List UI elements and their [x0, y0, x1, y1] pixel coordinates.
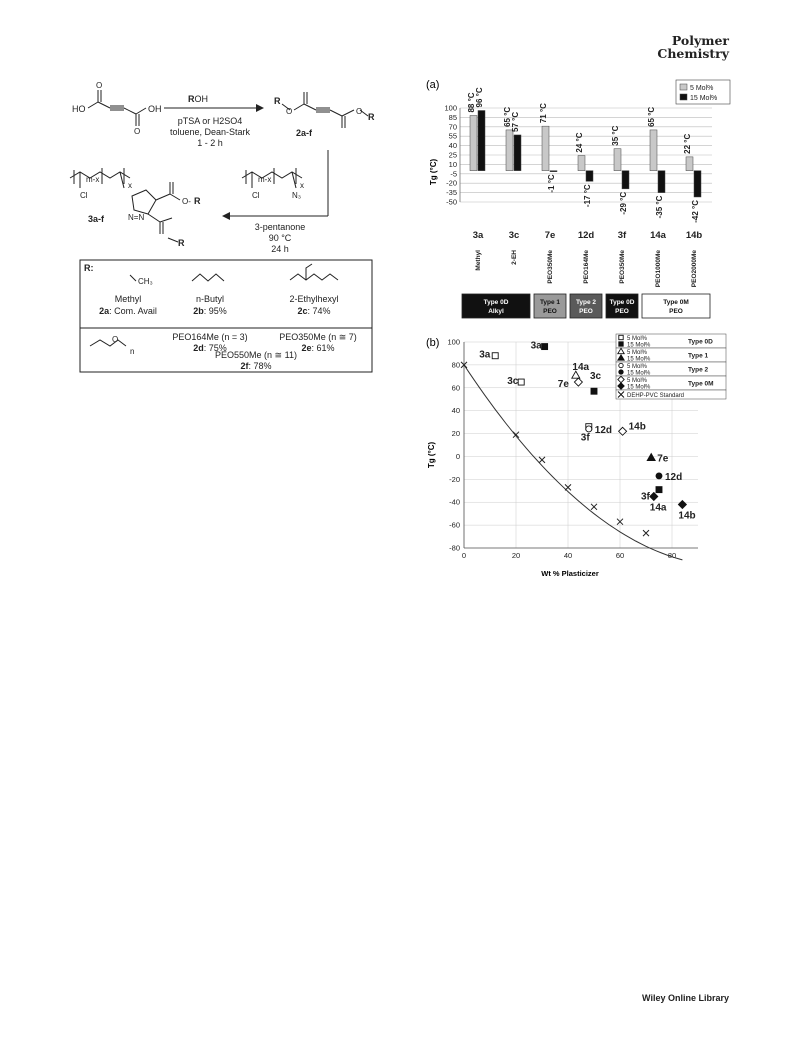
square-marker	[518, 379, 524, 385]
peo-name: PEO550Me (n ≅ 11)	[215, 350, 297, 360]
square-marker	[619, 335, 623, 339]
x-tick-label: 20	[511, 551, 521, 560]
bar-value-label: 65 °C	[647, 106, 656, 127]
triazole-x: x	[128, 181, 132, 190]
point-label: 3a	[479, 349, 491, 361]
reactant-o-top: O	[96, 81, 103, 90]
diamond-marker	[650, 493, 658, 501]
group-sublabel: PEO	[543, 308, 557, 315]
legend-label: 15 Mol%	[627, 384, 651, 391]
legend-type: Type 0D	[688, 338, 713, 346]
azide-m-x: m-x	[258, 175, 272, 184]
diamond-marker	[678, 501, 686, 509]
square-marker	[542, 344, 548, 350]
bar-value-label: -17 °C	[583, 184, 592, 208]
legend	[616, 334, 726, 399]
legend-type: Type 2	[688, 366, 709, 374]
triazole-product-label: 3a-f	[88, 214, 105, 224]
journal-name-line2: Chemistry	[657, 46, 729, 61]
category-sublabel: 2-EH	[511, 250, 518, 265]
bar-value-label: 24 °C	[575, 132, 584, 153]
bar	[578, 156, 585, 171]
synthesis-scheme	[60, 70, 380, 375]
group-boxes	[462, 294, 710, 318]
category-label: 7e	[544, 230, 556, 241]
bar-value-label: -42 °C	[691, 199, 700, 223]
reactant-o-bottom: O	[134, 127, 141, 136]
bar	[470, 116, 477, 171]
legend-label: 5 Mol%	[627, 350, 648, 356]
circle-marker	[619, 363, 623, 367]
ester-r-right: R	[368, 112, 375, 122]
point-label: 12d	[665, 471, 683, 483]
bar-value-label: -29 °C	[619, 191, 628, 215]
ester-o-right: O	[356, 107, 363, 116]
y-tick-label: -35	[446, 188, 457, 198]
square-marker	[619, 342, 623, 346]
bar	[686, 157, 693, 171]
bar	[478, 111, 485, 171]
step1-solvent: toluene, Dean-Stark	[169, 127, 251, 137]
step2-time: 24 h	[271, 244, 289, 254]
y-tick-label: -60	[449, 520, 460, 530]
y-tick-label: 10	[448, 159, 457, 169]
bar	[586, 171, 593, 182]
standard-marker	[539, 457, 545, 463]
category-label: 3f	[617, 230, 627, 241]
point-label: 3f	[641, 491, 650, 503]
legend-swatch	[680, 84, 687, 90]
point-label: 3a	[530, 340, 542, 352]
category-sublabel: Methyl	[475, 250, 482, 271]
group-label: Type 0D	[609, 299, 635, 306]
y-tick-label: 0	[455, 451, 460, 461]
square-marker	[656, 487, 662, 493]
x-axis-label: Wt % Plasticizer	[541, 569, 599, 578]
step1-time: 1 - 2 h	[197, 138, 223, 148]
group-sublabel: PEO	[669, 308, 683, 315]
step2-solvent: 3-pentanone	[254, 222, 306, 232]
bar-value-label: -35 °C	[655, 195, 664, 219]
azide-x: x	[300, 181, 304, 190]
scatter-chart-tg	[420, 330, 740, 580]
azide-n3: N₃	[292, 191, 302, 200]
group-label: Type 0M	[663, 299, 689, 306]
point-label: 14a	[649, 502, 667, 514]
triangle-marker	[647, 454, 655, 461]
point-label: 7e	[657, 453, 669, 465]
bar	[506, 130, 513, 171]
reactant-oh-label: OH	[148, 104, 162, 114]
substituent-yield: 2c: 74%	[297, 306, 331, 316]
category-labels	[473, 230, 703, 241]
point-label: 12d	[594, 424, 613, 436]
category-label: 14b	[685, 230, 703, 241]
circle-marker	[619, 370, 623, 374]
y-axis-label: Tg (°C)	[427, 441, 436, 469]
category-sublabel: PEO164Me	[583, 250, 590, 284]
bar	[650, 130, 657, 171]
peo-yield: 2d: 75%	[193, 343, 227, 353]
triazole-cl: Cl	[80, 191, 88, 200]
point-label: 3c	[507, 376, 519, 388]
y-tick-label: -20	[449, 474, 460, 484]
category-label: 14a	[650, 230, 666, 241]
legend	[676, 80, 730, 104]
y-tick-label: -20	[446, 178, 457, 188]
substituent-name: Methyl	[114, 294, 142, 304]
category-sublabel: PEO350Me	[619, 250, 626, 284]
category-sublabel: PEO350Me	[547, 250, 554, 284]
triazole-m-x: m-x	[86, 175, 100, 184]
legend-label: 15 Mol%	[627, 370, 651, 377]
y-tick-label: 25	[448, 150, 457, 160]
group-sublabel: PEO	[579, 308, 593, 315]
peo-n: n	[130, 347, 135, 356]
y-tick-label: -40	[449, 497, 460, 507]
ester-product-label: 2a-f	[295, 128, 313, 138]
x-tick-label: 80	[667, 551, 677, 560]
x-tick-label: 0	[461, 551, 467, 560]
substituent-name: n-Butyl	[195, 294, 225, 304]
peo-name: PEO164Me (n = 3)	[172, 332, 248, 342]
bar-value-label: 57 °C	[511, 111, 520, 132]
peo-yield: 2e: 61%	[301, 343, 335, 353]
bar	[694, 171, 701, 197]
circle-marker	[586, 426, 592, 432]
step1-catalyst: pTSA or H2SO4	[177, 116, 243, 126]
bar-value-label: 71 °C	[539, 103, 548, 124]
y-tick-label: 85	[448, 112, 457, 122]
category-label: 3a	[472, 230, 484, 241]
substituent-name: 2-Ethylhexyl	[289, 294, 339, 304]
reactant-ho-label: HO	[72, 104, 86, 114]
bar-value-label: -1 °C	[547, 174, 556, 193]
point-label: 14a	[572, 362, 590, 374]
azide-cl: Cl	[252, 191, 260, 200]
bar-value-label: 65 °C	[503, 106, 512, 127]
bar	[614, 149, 621, 171]
legend-label: 5 Mol%	[627, 364, 648, 370]
square-marker	[591, 388, 597, 394]
x-tick-label: 60	[615, 551, 625, 560]
legend-label: DEHP-PVC Standard	[627, 393, 685, 399]
category-label: 12d	[577, 230, 595, 241]
x-tick-label: 40	[563, 551, 573, 560]
journal-name-line1: Polymer	[671, 33, 729, 48]
group-label: Type 0D	[483, 299, 509, 306]
group-sublabel: Alkyl	[488, 308, 504, 315]
bar-value-label: 96 °C	[475, 87, 484, 108]
bar-value-label: 35 °C	[611, 125, 620, 146]
point-label: 3f	[580, 432, 590, 444]
y-tick-label: 60	[451, 383, 460, 393]
y-axis-label: Tg (°C)	[429, 158, 438, 186]
y-tick-label: -50	[446, 197, 457, 207]
diamond-marker	[574, 378, 582, 386]
panel-label-a: (a)	[426, 79, 440, 91]
ester-o-left: O	[286, 107, 293, 116]
standard-marker	[643, 530, 649, 536]
point-label: 14b	[678, 510, 696, 522]
bar-value-label: 88 °C	[467, 92, 476, 113]
bar	[514, 135, 521, 171]
bar	[542, 126, 549, 170]
step1-reagent: ROH	[188, 94, 208, 104]
legend-label: 15 Mol%	[627, 356, 651, 363]
substituent-yield: 2a: Com. Avail	[99, 306, 157, 316]
peo-yield: 2f: 78%	[240, 361, 272, 371]
category-sublabel: PEO2000Me	[691, 250, 698, 288]
bar-chart-tg	[420, 72, 740, 322]
y-tick-label: 80	[451, 360, 460, 370]
peo-o: O	[112, 335, 119, 344]
bar	[550, 171, 557, 172]
group-label: Type 2	[575, 299, 597, 306]
point-label: 3c	[590, 371, 602, 383]
legend-label: 5 Mol%	[627, 378, 648, 384]
group-label: Type 1	[539, 299, 561, 306]
y-tick-label: -80	[449, 543, 460, 553]
y-tick-label: 100	[447, 337, 460, 347]
y-tick-label: 70	[448, 122, 457, 132]
y-tick-label: 40	[451, 406, 460, 416]
y-tick-label: 20	[451, 429, 460, 439]
point-label: 7e	[557, 379, 569, 391]
legend-label: 15 Mol%	[627, 342, 651, 349]
journal-name	[657, 34, 729, 60]
y-tick-label: 100	[444, 103, 457, 113]
bar	[658, 171, 665, 193]
triazole-n: N=N	[128, 213, 145, 222]
peo-name: PEO350Me (n ≅ 7)	[279, 332, 357, 342]
y-tick-label: 55	[448, 131, 457, 141]
legend-label: 5 Mol%	[627, 336, 648, 342]
triazole-r1: R	[194, 196, 201, 206]
legend-swatch	[680, 94, 687, 100]
bar-value-label: 22 °C	[683, 133, 692, 154]
category-label: 3c	[508, 230, 520, 241]
methyl-ch3: CH₃	[138, 277, 153, 286]
legend-label: 5 Mol%	[690, 85, 714, 92]
step2-temp: 90 °C	[268, 233, 292, 243]
triazole-ester-o: O-	[182, 197, 191, 206]
y-tick-label: 40	[448, 141, 457, 151]
y-tick-label: -5	[450, 169, 457, 179]
footer-wiley: Wiley Online Library	[642, 993, 729, 1003]
category-sublabel: PEO1000Me	[655, 250, 662, 288]
legend-label: 15 Mol%	[690, 95, 718, 102]
point-label: 14b	[628, 421, 646, 433]
ester-r-left: R	[274, 96, 281, 106]
y-tick-labels	[444, 104, 457, 207]
panel-label-b: (b)	[426, 337, 440, 349]
bar	[622, 171, 629, 189]
legend-type: Type 0M	[688, 380, 714, 388]
category-sublabels	[475, 250, 698, 288]
legend-type: Type 1	[688, 352, 709, 360]
group-sublabel: PEO	[615, 308, 629, 315]
circle-marker	[656, 473, 662, 479]
standard-marker	[591, 504, 597, 510]
triazole-r2: R	[178, 238, 185, 248]
r-box-title: R:	[84, 263, 94, 273]
substituent-yield: 2b: 95%	[193, 306, 227, 316]
square-marker	[492, 353, 498, 359]
